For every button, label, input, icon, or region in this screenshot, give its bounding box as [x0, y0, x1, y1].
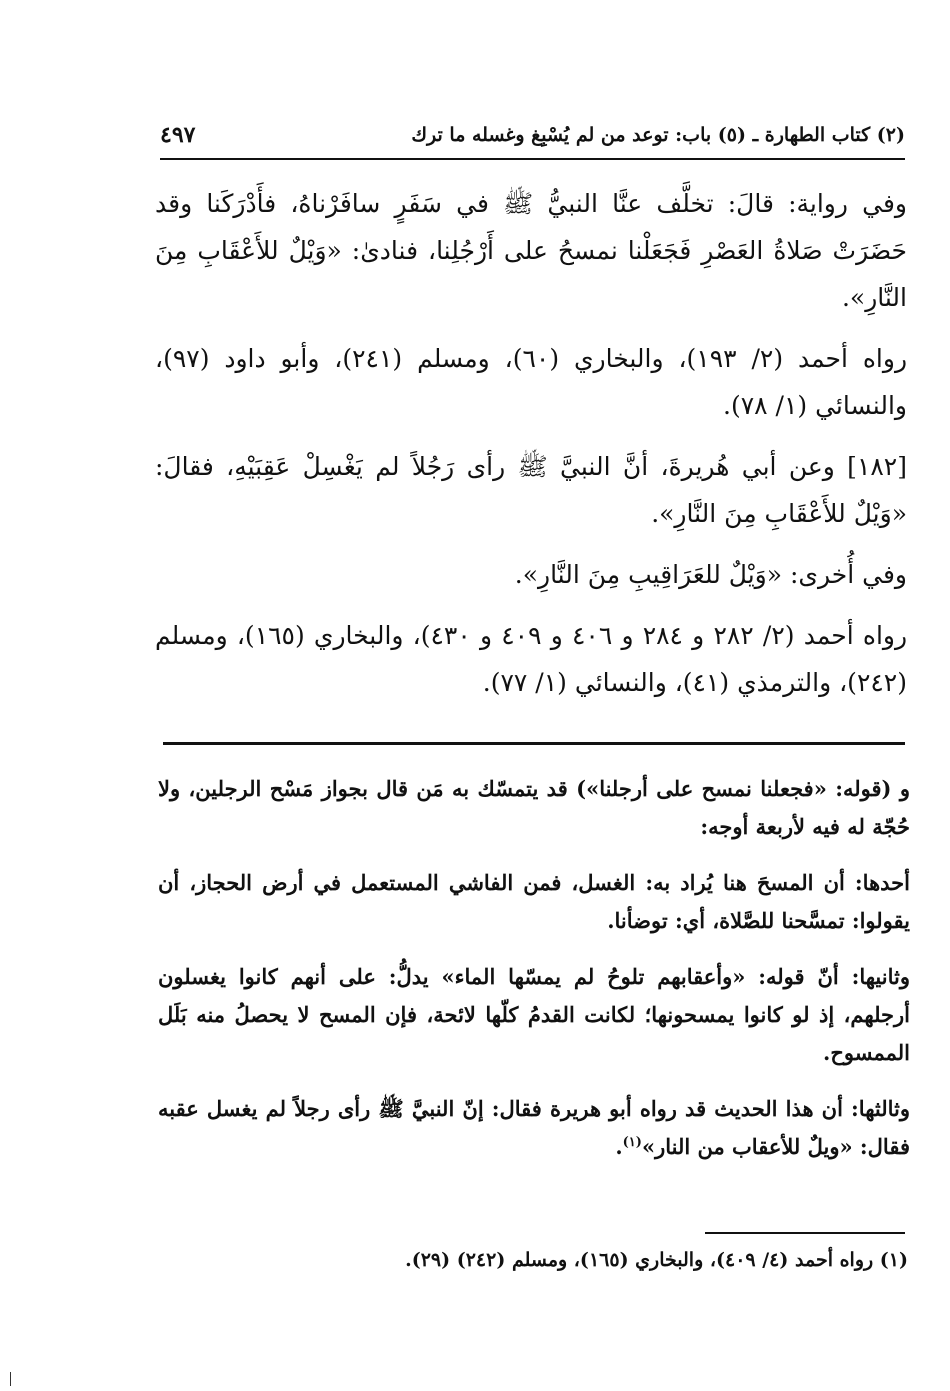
footnote-divider: [705, 1232, 905, 1234]
commentary-paragraph: و (قوله: «فجعلنا نمسح على أرجلنا») قد يتمسّك به مَن قال بجواز مَسْح الرجلين، ولا حُجّة له فيه لأربعة أوجه:: [158, 776, 910, 839]
commentary-paragraph: وثانيها: أنّ قوله: «وأعقابهم تلوحُ لم يمسّها الماء» يدلُّ: على أنهم كانوا يغسلون أرجلهم، إذ لو كانوا يمسحونها؛ لكانت القدمُ كلّها لائحة، فإن المسح لا يحصلُ منه بَلَل الممسوح.: [158, 964, 910, 1065]
hadith-paragraph: [١٨٢] وعن أبي هُريرةَ، أنَّ النبيَّ ﷺ رأى رَجُلاً لم يَغْسِلْ عَقِبَيْهِ، فقالَ: «وَيْلٌ للأَعْقَابِ مِنَ النَّارِ».: [155, 452, 907, 528]
footnote: (١) رواه أحمد (٤/ ٤٠٩)، والبخاري (١٦٥)، ومسلم (٢٤٢) (٢٩).: [405, 1249, 908, 1271]
commentary-paragraph: وثالثها: أن هذا الحديث قد رواه أبو هريرة فقال: إنّ النبيَّ ﷺ رأى رجلاً لم يغسل عقبه فقال: «ويلٌ للأعقاب من النار»: [158, 1096, 910, 1159]
hadith-paragraph: وفي أُخرى: «وَيْلٌ للعَرَاقِيبِ مِنَ النَّارِ».: [514, 560, 907, 589]
hadith-text: [155, 180, 907, 720]
footnote-reference: (١): [622, 1135, 642, 1150]
commentary-text: [158, 770, 910, 1184]
scan-edge-mark: [10, 1372, 11, 1386]
header-divider: [160, 158, 905, 160]
commentary-paragraph-last: [158, 1090, 910, 1166]
chapter-title: (٢) كتاب الطهارة ـ (٥) باب: توعد من لم يُسْبِغ وغسله ما ترك: [411, 124, 905, 146]
hadith-paragraph: رواه أحمد (٢/ ١٩٣)، والبخاري (٦٠)، ومسلم (٢٤١)، وأبو داود (٩٧)، والنسائي (١/ ٧٨).: [155, 344, 908, 420]
section-divider: [163, 742, 905, 745]
commentary-paragraph: أحدها: أن المسحَ هنا يُراد به: الغسل، فمن الفاشي المستعمل في أرض الحجاز، أن يقولوا: تمسَّحنا للصَّلاة، أي: توضأنا.: [158, 870, 910, 933]
sentence-end: .: [615, 1134, 623, 1159]
page-number: ٤٩٧: [160, 122, 196, 148]
running-header: [160, 118, 905, 158]
hadith-paragraph: وفي رواية: قالَ: تخلَّف عنَّا النبيُّ ﷺ في سَفَرٍ سافَرْناهُ، فأَدْرَكَنا وقد حَضَرَتْ صَلاةُ العَصْرِ فَجَعَلْنا نمسحُ على أَرْجُلِنا، فنادىٰ: «وَيْلٌ للأَعْقَابِ مِنَ النَّارِ».: [155, 189, 907, 312]
hadith-paragraph: رواه أحمد (٢/ ٢٨٢ و ٢٨٤ و ٤٠٦ و ٤٠٩ و ٤٣٠)، والبخاري (١٦٥)، ومسلم (٢٤٢)، والترمذي (٤١)، والنسائي (١/ ٧٧).: [155, 621, 908, 697]
